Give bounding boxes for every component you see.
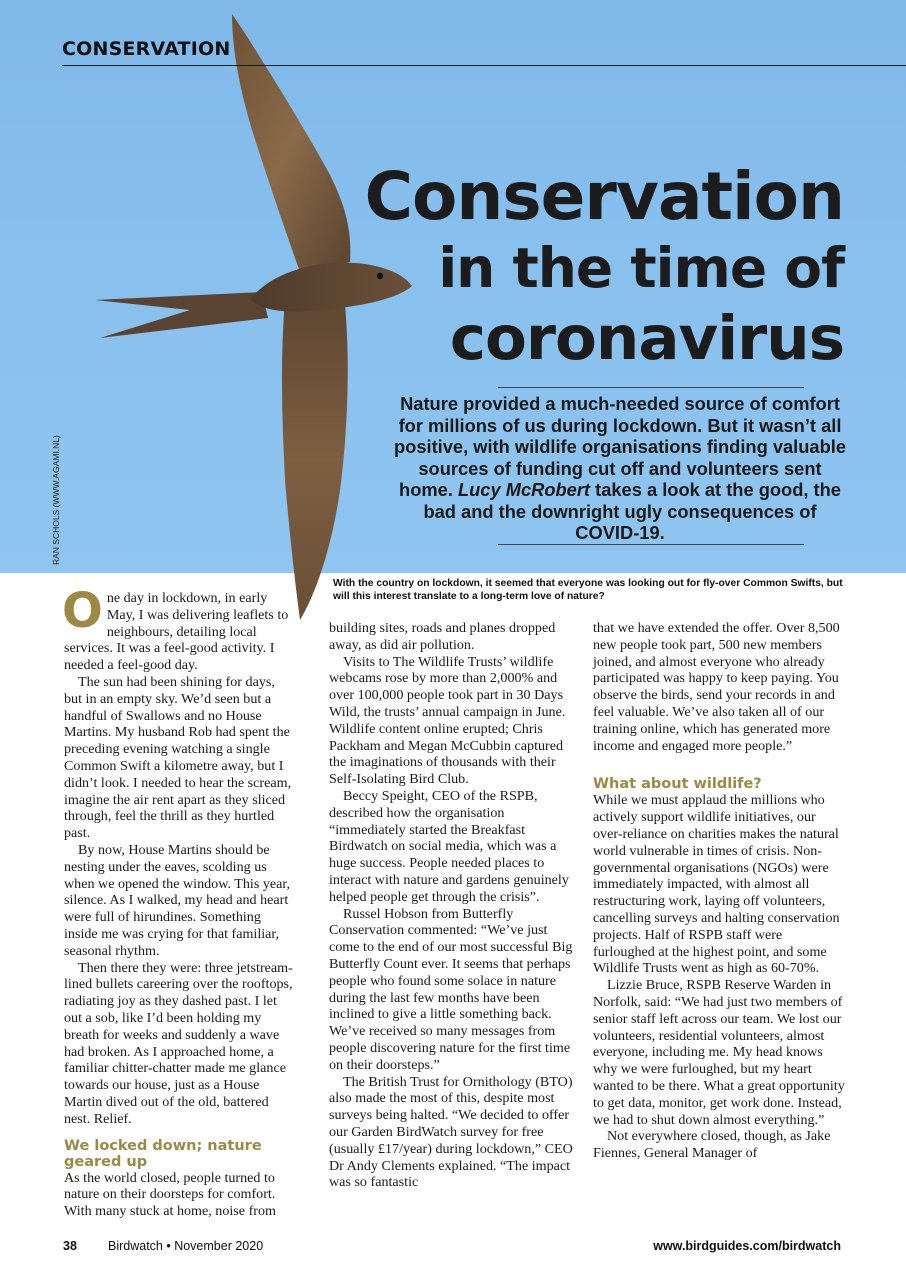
upper-wing	[232, 14, 350, 272]
headline-line-3: coronavirus	[449, 303, 844, 374]
standfirst-bottom-rule	[498, 544, 804, 545]
paragraph: Lizzie Bruce, RSPB Reserve Warden in Norfolk, said: “We had just two members of senior staff left across our team. We lost our volunteers, residential volunteers, almost everyone, including me. My head knows why we were furloughed, but my heart wanted to be there. What a great opportunity to get data, monitor, get work done. Instead, we had to shut down almost everything.”	[593, 977, 845, 1128]
forked-tail	[95, 292, 268, 338]
article-column-1	[62, 583, 296, 1220]
photo-credit: RAN SCHOLS (WWW.AGAMI.NL)	[51, 435, 61, 565]
article-column-3	[593, 620, 845, 1162]
paragraph: Then there they were: three jetstream-lined bullets careering over the rooftops, radiating joy as they dashed past. I let out a sob, like I’d been holding my breath for weeks and suddenly a wave had broken. As I approached home, a familiar chitter-chatter made me glance towards our house, just as a House Martin dived out of the old, battered nest. Relief.	[64, 959, 293, 1127]
author-byline: Lucy McRobert	[457, 479, 591, 500]
paragraph: Not everywhere closed, though, as Jake Fiennes, General Manager of	[593, 1128, 831, 1162]
section-label: CONSERVATION	[62, 38, 231, 60]
paragraph: While we must applaud the millions who actively support wildlife initiatives, our over-reliance on charities makes the natural world vulnerable in times of crisis. Non-governmental organisations (NGOs) were immediately impacted, with almost all restructuring work, laying off volunteers, cancelling surveys and halting conservation projects. Half of RSPB staff were furloughed at the highest point, and some Wildlife Trusts went as high as 60-70%.	[593, 792, 840, 977]
lower-wing	[282, 300, 348, 620]
swift-body	[250, 263, 412, 312]
section-rule	[62, 65, 906, 66]
drop-cap: O	[62, 583, 103, 639]
page-number: 38	[63, 1239, 77, 1253]
paragraph: building sites, roads and planes dropped away, as did air pollution.	[329, 620, 556, 653]
standfirst-top-rule	[498, 387, 804, 388]
subheading: What about wildlife?	[593, 776, 762, 793]
paragraph: By now, House Martins should be nesting under the eaves, scolding us when we opened the window. This year, silence. As I walked, my head and heart were full of hirundines. Something inside me was crying for that familiar, seasonal rhythm.	[64, 841, 291, 959]
paragraph: Russel Hobson from Butterfly Conservation commented: “We’ve just come to the end of our most successful Big Butterfly Count ever. It seems that perhaps people who found some solace in nature during the last few months have been inclined to give a little something back. We’ve received so many messages from people discovering nature for the first time on their doorsteps.”	[329, 905, 573, 1073]
magazine-issue: Birdwatch • November 2020	[108, 1239, 264, 1253]
paragraph: The sun had been shining for days, but in an empty sky. We’d seen but a handful of Swallows and no House Martins. My husband Rob had spent the preceding evening watching a single Common Swift a kilometre away, but I didn’t look. I needed to hear the scream, imagine the air rent apart as they sliced through, feel the thrill as they hurtled past.	[64, 673, 292, 842]
headline-line-1: Conservation	[364, 158, 844, 235]
headline-line-2: in the time of	[438, 236, 844, 300]
paragraph: Beccy Speight, CEO of the RSPB, described how the organisation “immediately started the Breakfast Birdwatch on social media, which was a huge success. People needed places to interact with nature and gardens genuinely helped people get through the crisis”.	[329, 787, 569, 905]
website-link[interactable]: www.birdguides.com/birdwatch	[653, 1239, 841, 1253]
paragraph: Visits to The Wildlife Trusts’ wildlife webcams rose by more than 2,000% and over 100,000 people took part in 30 Days Wild, the trusts’ annual campaign in June. Wildlife content online erupted; Chris Packham and Megan McCubbin captured the imaginations of thousands with their Self-Isolating Bird Club.	[329, 653, 566, 788]
photo-caption: With the country on lockdown, it seemed that everyone was looking out for fly-over Common Swifts, but will this interest translate to a long-term love of nature?	[333, 578, 843, 602]
standfirst	[392, 393, 848, 544]
standfirst-tail: takes a look at the good, the bad and the downright ugly consequences of COVID-19.	[423, 479, 841, 543]
paragraph: One day in lockdown, in early May, I was delivering leaflets to neighbours, detailing local services. It was a feel-good activity. I needed a feel-good day.	[62, 583, 289, 674]
swift-eye	[377, 273, 383, 279]
standfirst-lead: Nature provided a much-needed source of comfort for millions of us during lockdown. But it wasn’t all positive, with wildlife organisations finding valuable sources of funding cut off and volunteers sent home.	[393, 393, 846, 500]
paragraph: that we have extended the offer. Over 8,500 new people took part, 500 new members joined, and almost everyone who already participated was happy to keep paying. You observe the birds, send your records in and feel valuable. We’ve also taken all of our training online, which has generated more income and engaged more people.”	[593, 620, 840, 754]
article-column-2	[329, 620, 581, 1191]
paragraph: As the world closed, people turned to nature on their doorsteps for comfort. With many stuck at home, noise from	[64, 1169, 276, 1220]
paragraph: The British Trust for Ornithology (BTO) also made the most of this, despite most surveys being halted. “We decided to offer our Garden BirdWatch survey for free (usually £17/year) during lockdown,” CEO Dr Andy Clements explained. “The impact was so fantastic	[329, 1073, 573, 1191]
subheading: We locked down; nature geared up	[64, 1137, 262, 1170]
